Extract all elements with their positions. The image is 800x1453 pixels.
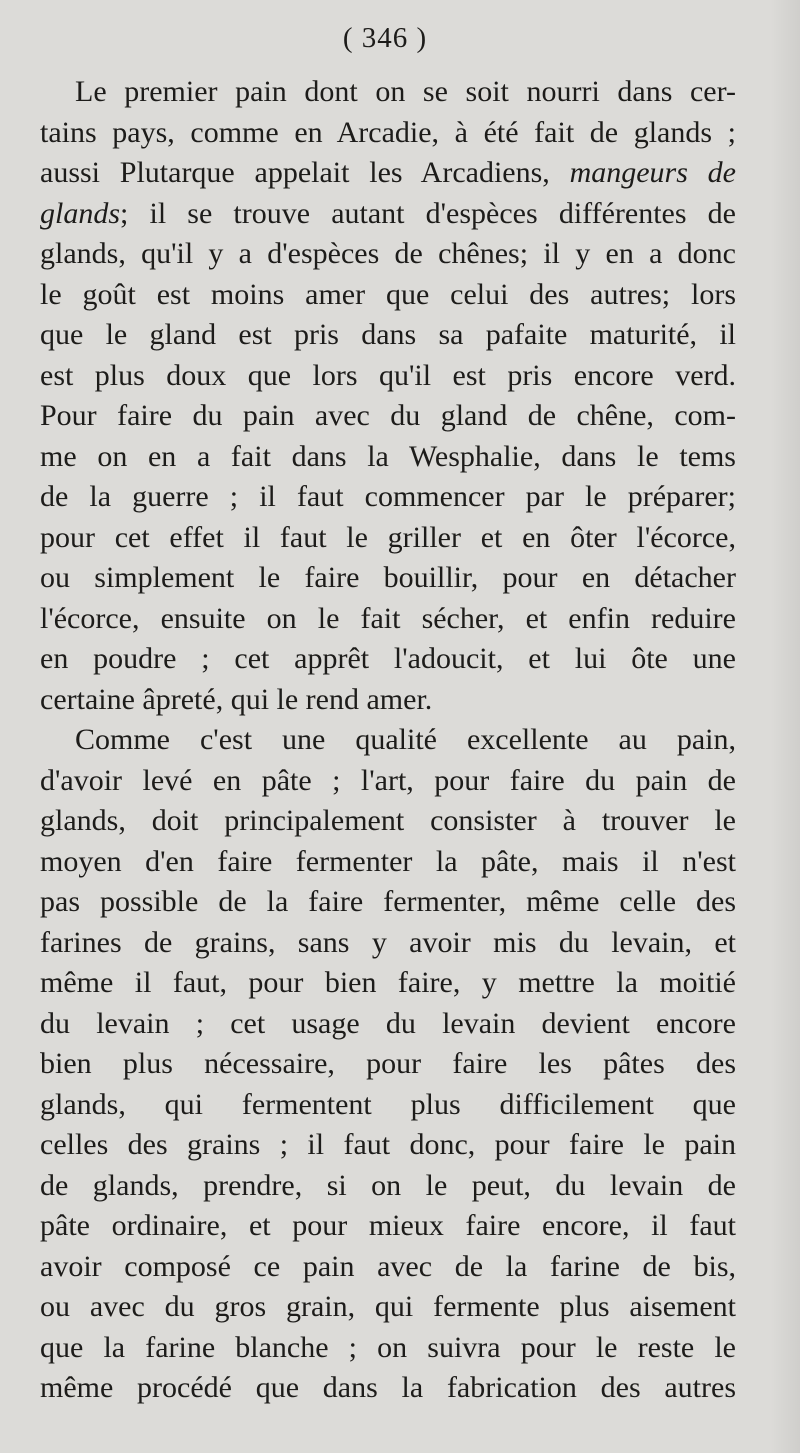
text-line: même il faut, pour bien faire, y mettre la moitié [40, 966, 736, 999]
text-line: pour cet effet il faut le griller et en ôter l'écorce, [40, 520, 736, 554]
text-line: du levain ; cet usage du levain devient encore [40, 1006, 736, 1040]
text-line [40, 194, 736, 235]
text-line: certaine âpreté, qui le rend amer. [40, 682, 433, 716]
text-line: glands, doit principalement consister à trouver le [40, 804, 736, 837]
text-line: de la guerre ; il faut commencer par le préparer; [40, 480, 736, 513]
text-line: Le premier pain dont on se soit nourri dans cer- [75, 75, 736, 108]
text-line: ou avec du gros grain, qui fermente plus aisement [40, 1290, 736, 1323]
text-line: farines de grains, sans y avoir mis du levain, et [40, 925, 736, 959]
text-line: Pour faire du pain avec du gland de chêne, com- [40, 399, 736, 432]
text-line: tains pays, comme en Arcadie, à été fait de glands ; [40, 115, 736, 149]
text-line: avoir composé ce pain avec de la farine de bis, [40, 1249, 736, 1283]
text-line: que la farine blanche ; on suivra pour le reste le [40, 1330, 736, 1364]
text-line-part: ; il se trouve autant d'espèces différentes de [120, 196, 736, 230]
text-line: moyen d'en faire fermenter la pâte, mais il n'est [40, 844, 736, 878]
text-line: pas possible de la faire fermenter, même celle des [40, 885, 736, 918]
body-text [40, 72, 736, 1409]
text-line: même procédé que dans la fabrication des autres [40, 1371, 736, 1404]
text-line: l'écorce, ensuite on le fait sécher, et enfin reduire [40, 601, 736, 635]
text-line: celles des grains ; il faut donc, pour faire le pain [40, 1128, 736, 1161]
text-line: me on en a fait dans la Wesphalie, dans le tems [40, 439, 736, 473]
text-line: d'avoir levé en pâte ; l'art, pour faire du pain de [40, 763, 736, 797]
text-line: de glands, prendre, si on le peut, du levain de [40, 1168, 736, 1202]
text-line: bien plus nécessaire, pour faire les pâtes des [40, 1047, 736, 1080]
text-line: le goût est moins amer que celui des autres; lors [40, 277, 736, 311]
text-line: que le gland est pris dans sa pafaite maturité, il [40, 318, 736, 351]
text-line: est plus doux que lors qu'il est pris encore verd. [40, 358, 736, 392]
page-number: ( 346 ) [342, 22, 428, 54]
paragraph-1 [40, 72, 736, 720]
text-line: ou simplement le faire bouillir, pour en détacher [40, 561, 736, 594]
text-line: Comme c'est une qualité excellente au pain, [75, 723, 736, 756]
paragraph-2 [40, 720, 736, 1409]
text-line: glands, qui fermentent plus difficilement que [40, 1087, 736, 1121]
text-line: pâte ordinaire, et pour mieux faire encore, il faut [40, 1209, 736, 1242]
italic-phrase: glands [40, 196, 121, 230]
text-line: en poudre ; cet apprêt l'adoucit, et lui ôte une [40, 642, 736, 675]
text-line-part: aussi Plutarque appelait les Arcadiens, [40, 156, 550, 189]
text-line: glands, qu'il y a d'espèces de chênes; il y en a donc [40, 237, 736, 270]
text-line [40, 153, 736, 194]
italic-phrase: mangeurs de [569, 156, 736, 189]
